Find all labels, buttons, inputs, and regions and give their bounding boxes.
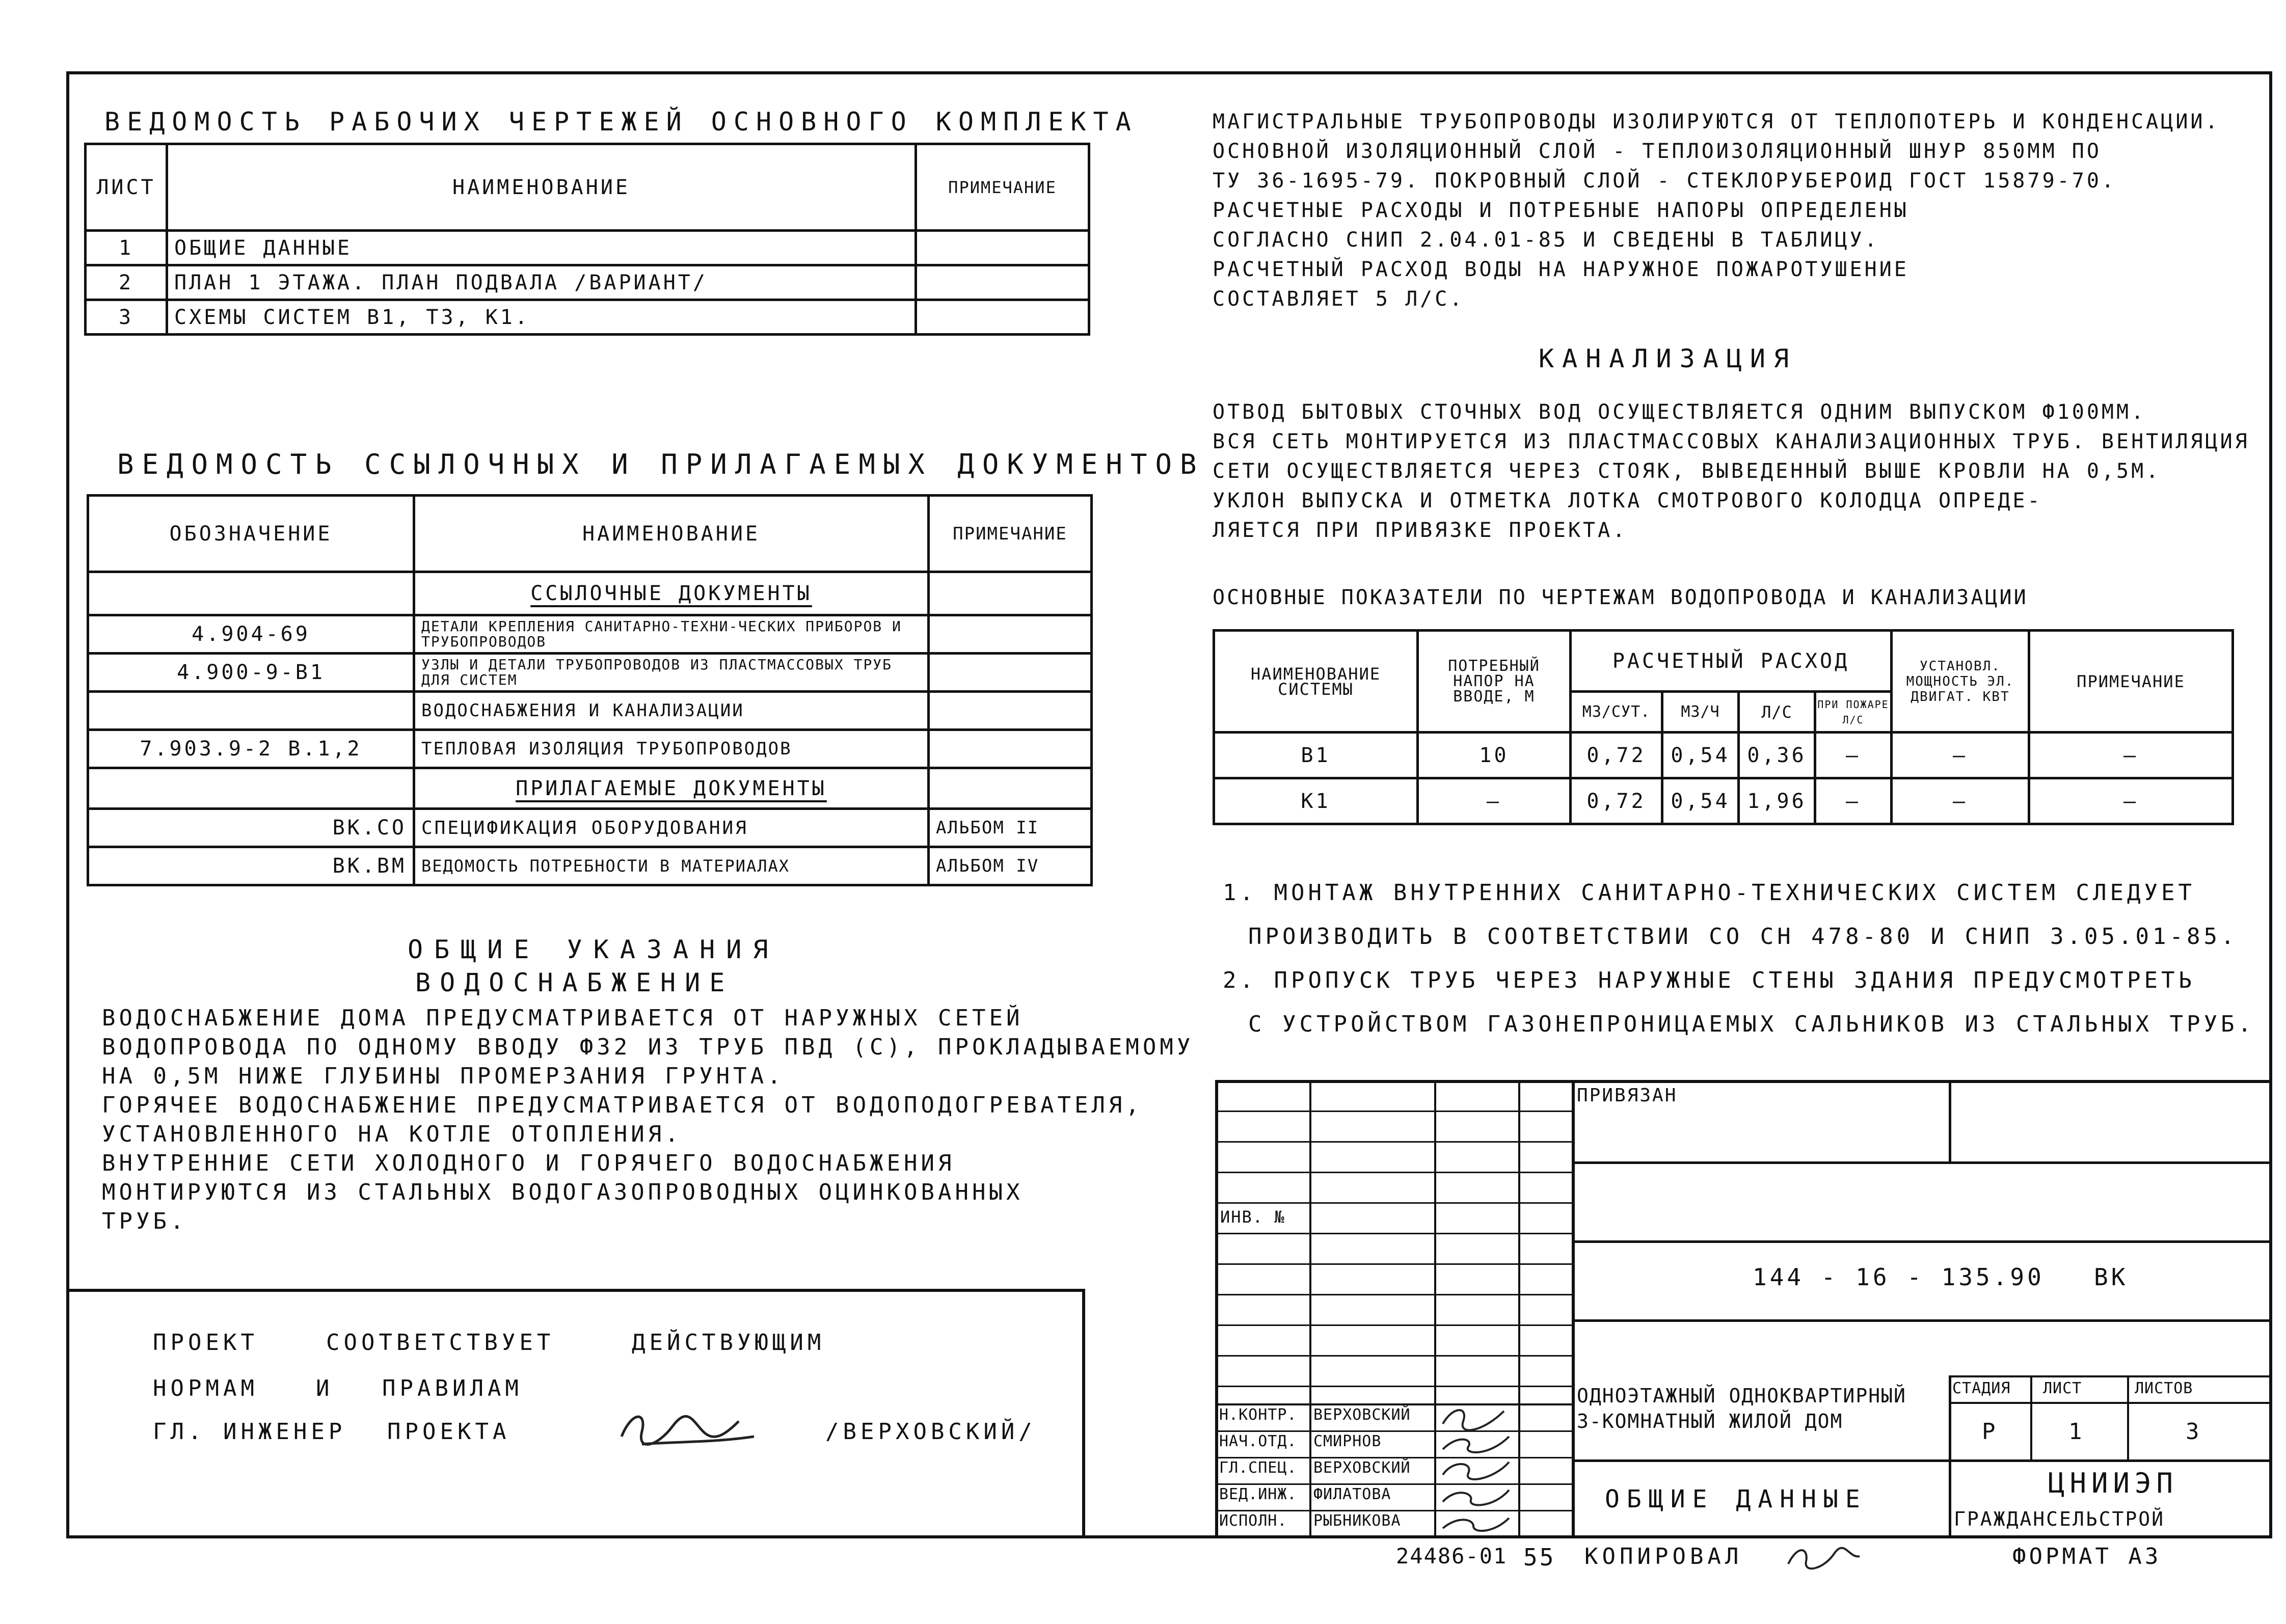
sheets-value: 3 xyxy=(2186,1419,2203,1445)
table-row: К1 — 0,72 0,54 1,96 — — — xyxy=(1214,778,2233,824)
table-row: 3 СХЕМЫ СИСТЕМ В1, Т3, К1. xyxy=(86,300,1089,335)
org-name-2: ГРАЖДАНСЕЛЬСТРОЙ xyxy=(1954,1508,2165,1530)
signature-chief-engineer xyxy=(611,1401,764,1457)
org-name: ЦНИИЭП xyxy=(2048,1467,2179,1499)
general-text: ВОДОСНАБЖЕНИЕ ДОМА ПРЕДУСМАТРИВАЕТСЯ ОТ НАРУЖНЫХ СЕТЕЙ ВОДОПРОВОДА ПО ОДНОМУ ВВОДУ Ф32 ИЗ ТРУБ ПВД (С), ПРОКЛАДЫВАЕМОМУ НА 0,5М НИЖЕ ГЛУБИНЫ ПРОМЕРЗАНИЯ ГРУНТА. ГОРЯЧЕЕ ВОДОСНАБЖЕНИЕ ПРЕДУСМАТРИВАЕТСЯ ОТ ВОДОПОДОГРЕВАТЕЛЯ, УСТАНОВЛЕННОГО НА КОТЛЕ ОТОПЛЕНИЯ. ВНУТРЕННИЕ СЕТИ ХОЛОДНОГО И ГОРЯЧЕГО ВОДОСНАБЖЕНИЯ МОНТИРУЮТСЯ ИЗ СТАЛЬНЫХ ВОДОГАЗОПРОВОДНЫХ ОЦИНКОВАННЫХ ТРУБ. xyxy=(102,1005,1194,1234)
header-flow: РАСЧЕТНЫЙ РАСХОД xyxy=(1571,631,1892,692)
header-designation: ОБОЗНАЧЕНИЕ xyxy=(88,496,414,572)
table-row: 4.900-9-В1 УЗЛЫ И ДЕТАЛИ ТРУБОПРОВОДОВ ИЗ ПЛАСТМАССОВЫХ ТРУБ ДЛЯ СИСТЕМ xyxy=(88,654,1092,692)
indicators-title: ОСНОВНЫЕ ПОКАЗАТЕЛИ ПО ЧЕРТЕЖАМ ВОДОПРОВОДА И КАНАЛИЗАЦИИ xyxy=(1213,586,2028,609)
table-row: В1 10 0,72 0,54 0,36 — — — xyxy=(1214,733,2233,778)
section-ref-docs: ССЫЛОЧНЫЕ ДОКУМЕНТЫ xyxy=(414,572,929,615)
inv-label: ИНВ. № xyxy=(1220,1207,1285,1227)
privyazan-label: ПРИВЯЗАН xyxy=(1577,1085,1678,1106)
sheet-list-title: ВЕДОМОСТЬ РАБОЧИХ ЧЕРТЕЖЕЙ ОСНОВНОГО КОМПЛЕКТА xyxy=(104,107,1138,137)
table-row: 4.904-69 ДЕТАЛИ КРЕПЛЕНИЯ САНИТАРНО-ТЕХНИ-ЧЕСКИХ ПРИБОРОВ И ТРУБОПРОВОДОВ xyxy=(88,615,1092,654)
object-name: ОДНОЭТАЖНЫЙ ОДНОКВАРТИРНЫЙ 3-КОМНАТНЫЙ ЖИЛОЙ ДОМ xyxy=(1577,1385,1906,1432)
header-sheet: ЛИСТ xyxy=(86,144,167,231)
footer-number: 24486-01 xyxy=(1396,1544,1508,1568)
header-name: НАИМЕНОВАНИЕ xyxy=(167,144,916,231)
sheet-title: ОБЩИЕ ДАННЫЕ xyxy=(1605,1485,1867,1513)
stamp-signatures xyxy=(1438,1386,1519,1538)
header-note: ПРИМЕЧАНИЕ xyxy=(2029,631,2233,733)
header-note: ПРИМЕЧАНИЕ xyxy=(916,144,1089,231)
sewer-text: ОТВОД БЫТОВЫХ СТОЧНЫХ ВОД ОСУЩЕСТВЛЯЕТСЯ ОДНИМ ВЫПУСКОМ Ф100ММ. ВСЯ СЕТЬ МОНТИРУЕТСЯ ИЗ ПЛАСТМАССОВЫХ КАНАЛИЗАЦИОННЫХ ТРУБ. ВЕНТИЛЯЦИЯ СЕТИ ОСУЩЕСТВЛЯЕТСЯ ЧЕРЕЗ СТОЯК, ВЫВЕДЕННЫЙ ВЫШЕ КРОВЛИ НА 0,5М. УКЛОН ВЫПУСКА И ОТМЕТКА ЛОТКА СМОТРОВОГО КОЛОДЦА ОПРЕДЕ- ЛЯЕТСЯ ПРИ ПРИВЯЗКЕ ПРОЕКТА. xyxy=(1213,400,2250,542)
header-power: УСТАНОВЛ. МОЩНОСТЬ ЭЛ. ДВИГАТ. КВТ xyxy=(1892,631,2029,733)
table-row: 7.903.9-2 В.1,2 ТЕПЛОВАЯ ИЗОЛЯЦИЯ ТРУБОПРОВОДОВ xyxy=(88,730,1092,768)
sheet-list-table xyxy=(84,143,1090,336)
right-text: МАГИСТРАЛЬНЫЕ ТРУБОПРОВОДЫ ИЗОЛИРУЮТСЯ ОТ ТЕПЛОПОТЕРЬ И КОНДЕНСАЦИИ. ОСНОВНОЙ ИЗОЛЯЦИОННЫЙ СЛОЙ - ТЕПЛОИЗОЛЯЦИОННЫЙ ШНУР 850ММ ПО ТУ 36-1695-79. ПОКРОВНЫЙ СЛОЙ - СТЕКЛОРУБЕРОИД ГОСТ 15879-70. РАСЧЕТНЫЕ РАСХОДЫ И ПОТРЕБНЫЕ НАПОРЫ ОПРЕДЕЛЕНЫ СОГЛАСНО СНИП 2.04.01-85 И СВЕДЕНЫ В ТАБЛИЦУ. РАСЧЕТНЫЙ РАСХОД ВОДЫ НА НАРУЖНОЕ ПОЖАРОТУШЕНИЕ СОСТАВЛЯЕТ 5 Л/С. xyxy=(1213,110,2220,311)
table-row: ВК.СО СПЕЦИФИКАЦИЯ ОБОРУДОВАНИЯ АЛЬБОМ II xyxy=(88,809,1092,847)
compliance-box xyxy=(66,1289,1085,1538)
footer-format: ФОРМАТ А3 xyxy=(2012,1544,2162,1569)
ref-docs-title: ВЕДОМОСТЬ ССЫЛОЧНЫХ И ПРИЛАГАЕМЫХ ДОКУМЕНТОВ xyxy=(117,448,1205,480)
general-subtitle: ВОДОСНАБЖЕНИЕ xyxy=(415,968,734,997)
notes: 1. МОНТАЖ ВНУТРЕННИХ САНИТАРНО-ТЕХНИЧЕСКИХ СИСТЕМ СЛЕДУЕТ ПРОИЗВОДИТЬ В СООТВЕТСТВИИ СО СН 478-80 И СНИП 3.05.01-85. 2. ПРОПУСК ТРУБ ЧЕРЕЗ НАРУЖНЫЕ СТЕНЫ ЗДАНИЯ ПРЕДУСМОТРЕТЬ С УСТРОЙСТВОМ ГАЗОНЕПРОНИЦАЕМЫХ САЛЬНИКОВ ИЗ СТАЛЬНЫХ ТРУБ. xyxy=(1223,880,2255,1037)
table-row: 1 ОБЩИЕ ДАННЫЕ xyxy=(86,231,1089,265)
header-system: НАИМЕНОВАНИЕ СИСТЕМЫ xyxy=(1214,631,1418,733)
footer-copied: КОПИРОВАЛ xyxy=(1584,1544,1743,1569)
footer-page: 55 xyxy=(1523,1544,1556,1571)
sheet-value: 1 xyxy=(2068,1419,2086,1445)
drawing-code: 144 - 16 - 135.90 xyxy=(1753,1263,2045,1291)
header-note: ПРИМЕЧАНИЕ xyxy=(929,496,1092,572)
header-head: ПОТРЕБНЫЙ НАПОР НА ВВОДЕ, М xyxy=(1418,631,1571,733)
chief-engineer-name: /ВЕРХОВСКИЙ/ xyxy=(825,1419,1036,1445)
table-row: 2 ПЛАН 1 ЭТАЖА. ПЛАН ПОДВАЛА /ВАРИАНТ/ xyxy=(86,265,1089,300)
section-attached-docs: ПРИЛАГАЕМЫЕ ДОКУМЕНТЫ xyxy=(414,768,929,809)
table-row: ВОДОСНАБЖЕНИЯ И КАНАЛИЗАЦИИ xyxy=(88,692,1092,730)
stage-value: Р xyxy=(1982,1419,2000,1445)
table-row: ВК.ВМ ВЕДОМОСТЬ ПОТРЕБНОСТИ В МАТЕРИАЛАХ АЛЬБОМ IV xyxy=(88,847,1092,885)
indicators-table: НАИМЕНОВАНИЕ СИСТЕМЫ ПОТРЕБНЫЙ НАПОР НА ВВОДЕ, М РАСЧЕТНЫЙ РАСХОД УСТАНОВЛ. МОЩНОСТЬ ЭЛ. ДВИГАТ. КВТ ПРИМЕЧАНИЕ М3/СУТ. М3/Ч Л/С ПРИ ПОЖАРЕ Л/С В1 10 0,72 0,54 0,36 — — — К1 — 0,72 0,54 1,96 — — — xyxy=(1213,629,2234,825)
sewer-title: КАНАЛИЗАЦИЯ xyxy=(1539,344,1797,373)
header-name: НАИМЕНОВАНИЕ xyxy=(414,496,929,572)
general-title: ОБЩИЕ УКАЗАНИЯ xyxy=(408,935,779,964)
copier-signature xyxy=(1783,1533,1865,1579)
ref-docs-table xyxy=(87,494,1093,886)
drawing-mark: ВК xyxy=(2094,1263,2129,1291)
